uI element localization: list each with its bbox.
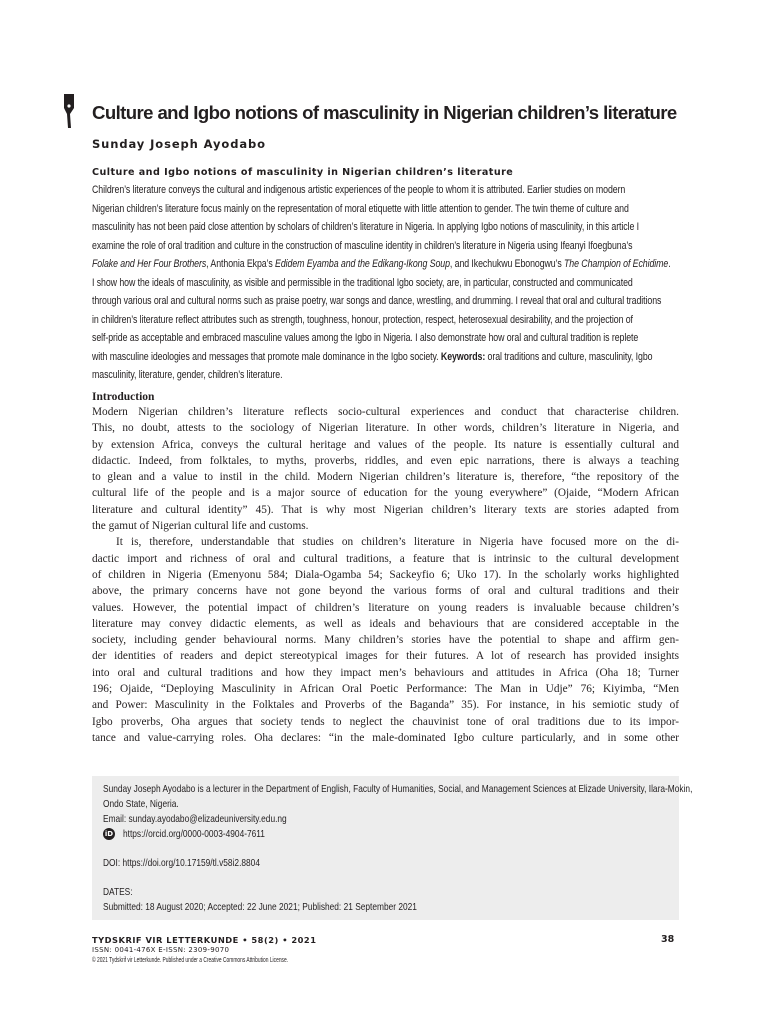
abstract-text: masculinity has not been paid close attention by scholars of children’s literature in Nigeria. In applying Igbo notions of masculinity, in this article I (92, 221, 640, 233)
body-line: the gamut of Nigerian cultural life and customs. (92, 520, 309, 533)
body-line: 196; Ojaide, “Deploying Masculinity in African Oral Poetic Performance: The Man in Udje” 76; Kiyimba, “Men (92, 683, 679, 696)
body-line: didactic. Indeed, from folktales, to myths, proverbs, riddles, and even epic narrations, there is always a teaching (92, 454, 679, 467)
abstract-line (92, 311, 682, 330)
abstract-line (92, 274, 682, 293)
body-line: Igbo proverbs, Oha argues that society tends to neglect the chauvinist tone of oral traditions due to its impor- (92, 715, 679, 728)
introduction-heading: Introduction (92, 391, 155, 403)
abstract-text: oral traditions and culture, masculinity, Igbo (485, 350, 653, 363)
abstract-text: self-pride as acceptable and embraced masculine values among the Igbo in Nigeria. I also demonstrate how oral and cultural tradition is replete (92, 332, 639, 344)
body-line: Modern Nigerian children’s literature reflects socio-cultural experiences and conduct that characterise children. (92, 406, 679, 418)
abstract-line (92, 237, 682, 256)
abstract-line (92, 292, 682, 311)
body-line: into oral and cultural traditions and how they impact men’s behaviours and attitudes in Africa (Oha 18; Turner (92, 666, 679, 679)
author-bio-continued: Ondo State, Nigeria. (103, 799, 179, 810)
abstract-line (92, 348, 682, 367)
orcid-link[interactable]: https://orcid.org/0000-0003-4904-7611 (123, 829, 265, 840)
body-line: It is, therefore, understandable that studies on children’s literature in Nigeria have focused more on the di- (116, 536, 679, 549)
abstract-text: . (668, 258, 671, 270)
abstract-text: , Anthonia Ekpa’s (206, 258, 276, 270)
body-line: literature and cultural identity” 45). That is why most Nigerian children’s literary texts are stories adapted from (92, 503, 679, 516)
abstract-line (92, 218, 682, 237)
abstract-text: I show how the ideals of masculinity, as visible and permissible in the traditional Igbo society, are, in particular, constructed and communicated (92, 276, 633, 289)
journal-citation: TYDSKRIF VIR LETTERKUNDE • 58(2) • 2021 (92, 935, 317, 945)
abstract-text: through various oral and cultural norms such as praise poetry, war songs and dance, wrestling, and drumming. I reveal that oral and cultural traditions (92, 295, 662, 307)
abstract (92, 181, 682, 385)
body-line: of children in Nigeria (Emenyonu 584; Diala-Ogamba 54; Sackeyfio 6; Uko 17). In the scholarly works highlighted (92, 568, 679, 581)
abstract-text: Children’s literature conveys the cultural and indigenous artistic experiences of the people to whom it is attributed. Earlier studies on modern (92, 184, 626, 196)
author-bio: Sunday Joseph Ayodabo is a lecturer in the Department of English, Faculty of Humanities, Social, and Management Sciences at Elizade University, Ilara-Mokin, (103, 784, 693, 795)
body-line: tance and value-carrying roles. Oha declares: “in the male-dominated Igbo culture particularly, and in some other (92, 731, 679, 744)
body-line: above, the primary concerns have not gone beyond the various forms of oral and cultural traditions and their (92, 585, 679, 598)
issn: ISSN: 0041-476X E-ISSN: 2309-9070 (92, 946, 230, 954)
body-line: values. However, the potential impact of children’s literature on young readers is invaluable because children’s (92, 601, 679, 614)
book-title: Folake and Her Four Brothers (92, 258, 207, 270)
author-name: Sunday Joseph Ayodabo (92, 137, 266, 151)
abstract-line (92, 200, 682, 219)
author-email[interactable]: Email: sunday.ayodabo@elizadeuniversity.edu.ng (103, 814, 287, 825)
abstract-line (92, 255, 682, 274)
orcid-icon: iD (104, 830, 114, 838)
abstract-text: examine the role of oral tradition and culture in the construction of masculine identity in children’s literature in Nigeria using Ifeanyi Ifoegbuna’s (92, 239, 633, 252)
body-line: by extension Africa, conveys the cultural heritage and values of the people. Its nature is essentially cultural and (92, 438, 679, 451)
abstract-line (92, 366, 682, 385)
body-line: and Power: Masculinity in the Folktales and Proverbs of the Baganda” 35). For instance, in his semiotic study of (92, 699, 679, 712)
keywords-label: Keywords: (440, 350, 486, 363)
abstract-line (92, 329, 682, 348)
body-line: literature may convey didactic elements, as well as ideals and behaviours that are considered acceptable in the (92, 617, 679, 630)
body-text (92, 404, 682, 746)
abstract-line (92, 181, 682, 200)
author-info-box (92, 776, 693, 920)
abstract-text: with masculine ideologies and messages that promote male dominance in the Igbo society. (92, 350, 441, 363)
book-title: The Champion of Echidime (564, 258, 669, 270)
dates-value: Submitted: 18 August 2020; Accepted: 22 June 2021; Published: 21 September 2021 (103, 902, 417, 913)
abstract-text: masculinity, literature, gender, children’s literature. (92, 369, 283, 381)
abstract-heading: Culture and Igbo notions of masculinity in Nigerian children’s literature (92, 167, 514, 178)
article-title: Culture and Igbo notions of masculinity in Nigerian children’s literature (92, 102, 677, 123)
doi-link[interactable]: DOI: https://doi.org/10.17159/tl.v58i2.8804 (103, 858, 260, 869)
page-number: 38 (661, 934, 675, 945)
license-note: © 2021 Tydskrif vir Letterkunde. Published under a Creative Commons Attribution License. (92, 957, 289, 964)
body-line: cultural life of the people and is a major source of education for the young everywhere” (Ojaide, “Modern African (92, 487, 679, 500)
body-line: society, including gender behavioural norms. Many children’s stories have the potential to shape and affirm gen- (92, 634, 679, 647)
book-title: Edidem Eyamba and the Edikang-Ikong Soup (275, 258, 450, 270)
body-line: This, no doubt, attests to the sociology of Nigerian literature. In other words, children’s literature in Nigeria, and (92, 422, 679, 435)
pen-nib-icon (60, 94, 78, 128)
abstract-text: Nigerian children’s literature focus mainly on the representation of moral etiquette with little attention to gender. The twin theme of culture and (92, 202, 629, 215)
dates-label: DATES: (103, 887, 133, 898)
body-line: to glean and a value to instil in the child. Modern Nigerian children’s literature is, therefore, “the repository of the (92, 471, 679, 484)
abstract-text: , and Ikechukwu Ebonogwu’s (449, 258, 565, 270)
body-line: dactic import and richness of oral and cultural traditions, a feature that is intrinsic to the cultural development (92, 552, 679, 565)
body-line: der identities of readers and depict stereotypical images for their futures. A lot of research has provided insights (92, 650, 679, 663)
abstract-text: in children’s literature reflect attributes such as strength, toughness, honour, protection, respect, heterosexual desirability, and the projection of (92, 313, 633, 326)
